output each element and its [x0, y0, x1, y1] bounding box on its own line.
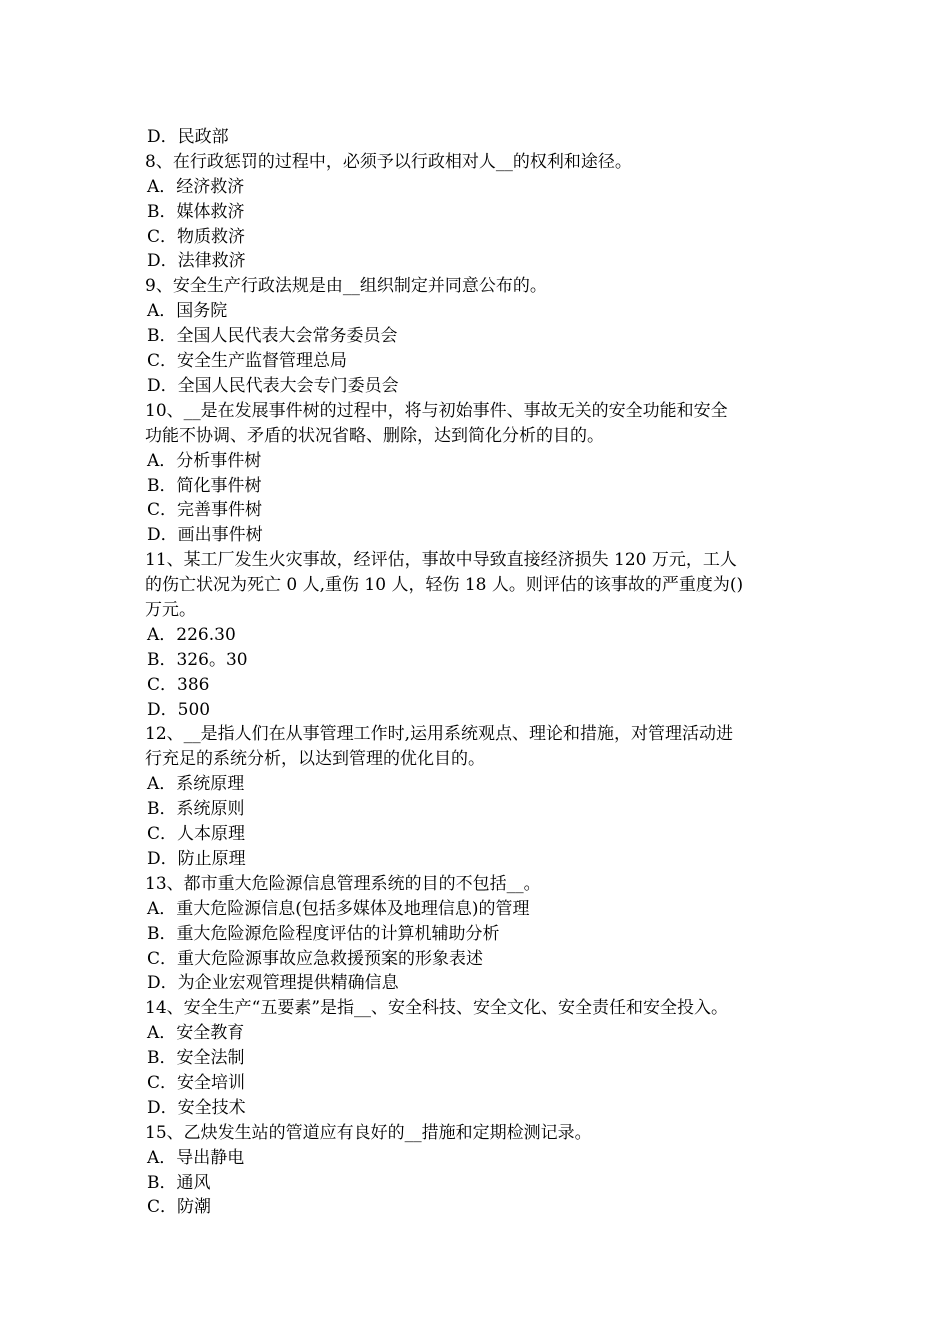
question-text-line: 功能不协调、矛盾的状况省略、删除，达到简化分析的目的。	[145, 425, 604, 446]
answer-option: A．重大危险源信息(包括多媒体及地理信息)的管理	[147, 898, 530, 919]
question-text-line: 行充足的系统分析，以达到管理的优化目的。	[145, 749, 485, 770]
answer-option: D．500	[147, 699, 211, 720]
answer-option: A．安全教育	[147, 1023, 245, 1044]
answer-option: D．法律救济	[147, 251, 246, 272]
answer-option: B．媒体救济	[147, 201, 245, 222]
question-text-line: 万元。	[145, 600, 196, 621]
question-text-line: 8、在行政惩罚的过程中，必须予以行政相对人__的权利和途径。	[145, 151, 632, 172]
answer-option: C．重大危险源事故应急救援预案的形象表述	[147, 948, 484, 969]
question-text-line: 14、安全生产“五要素”是指__、安全科技、安全文化、安全责任和安全投入。	[145, 998, 729, 1019]
question-text-line: 9、安全生产行政法规是由__组织制定并同意公布的。	[145, 276, 547, 297]
question-text-line: 的伤亡状况为死亡 0 人,重伤 10 人，轻伤 18 人。则评估的该事故的严重度为()	[145, 575, 744, 596]
answer-option: B．通风	[147, 1172, 211, 1193]
answer-option: C．物质救济	[147, 226, 246, 247]
question-text-line: 11、某工厂发生火灾事故，经评估，事故中导致直接经济损失 120 万元，工人	[145, 550, 737, 571]
answer-option: B．简化事件树	[147, 475, 262, 496]
answer-option: C．人本原理	[147, 824, 246, 845]
question-text-line: 13、都市重大危险源信息管理系统的目的不包括__。	[145, 873, 541, 894]
answer-option: D．为企业宏观管理提供精确信息	[147, 973, 399, 994]
answer-option: B．安全法制	[147, 1048, 245, 1069]
answer-option: B．全国人民代表大会常务委员会	[147, 326, 398, 347]
question-text-line: 10、__是在发展事件树的过程中，将与初始事件、事故无关的安全功能和安全	[145, 400, 728, 421]
answer-option: D．民政部	[147, 127, 229, 147]
answer-option: A．分析事件树	[147, 450, 262, 471]
answer-option: C．完善事件树	[147, 500, 263, 521]
answer-option: D．防止原理	[147, 848, 246, 869]
answer-option: D．安全技术	[147, 1097, 246, 1118]
answer-option: D．画出事件树	[147, 525, 263, 546]
question-text-line: 12、__是指人们在从事管理工作时,运用系统观点、理论和措施，对管理活动进	[145, 724, 734, 745]
answer-option: B．系统原则	[147, 799, 245, 820]
answer-option: A．经济救济	[147, 176, 245, 197]
answer-option: C．防潮	[147, 1197, 212, 1218]
answer-option: A．系统原理	[147, 774, 245, 795]
document-page	[145, 125, 815, 1220]
answer-option: A．国务院	[147, 301, 228, 322]
answer-option: B．重大危险源危险程度评估的计算机辅助分析	[147, 923, 500, 944]
answer-option: D．全国人民代表大会专门委员会	[147, 375, 399, 396]
answer-option: A．226.30	[147, 624, 236, 645]
answer-option: B．326。30	[147, 649, 248, 670]
answer-option: C．安全培训	[147, 1073, 246, 1094]
answer-option: C．386	[147, 674, 210, 695]
question-text-line: 15、乙炔发生站的管道应有良好的__措施和定期检测记录。	[145, 1122, 592, 1143]
answer-option: A．导出静电	[147, 1147, 245, 1168]
answer-option: C．安全生产监督管理总局	[147, 351, 348, 372]
